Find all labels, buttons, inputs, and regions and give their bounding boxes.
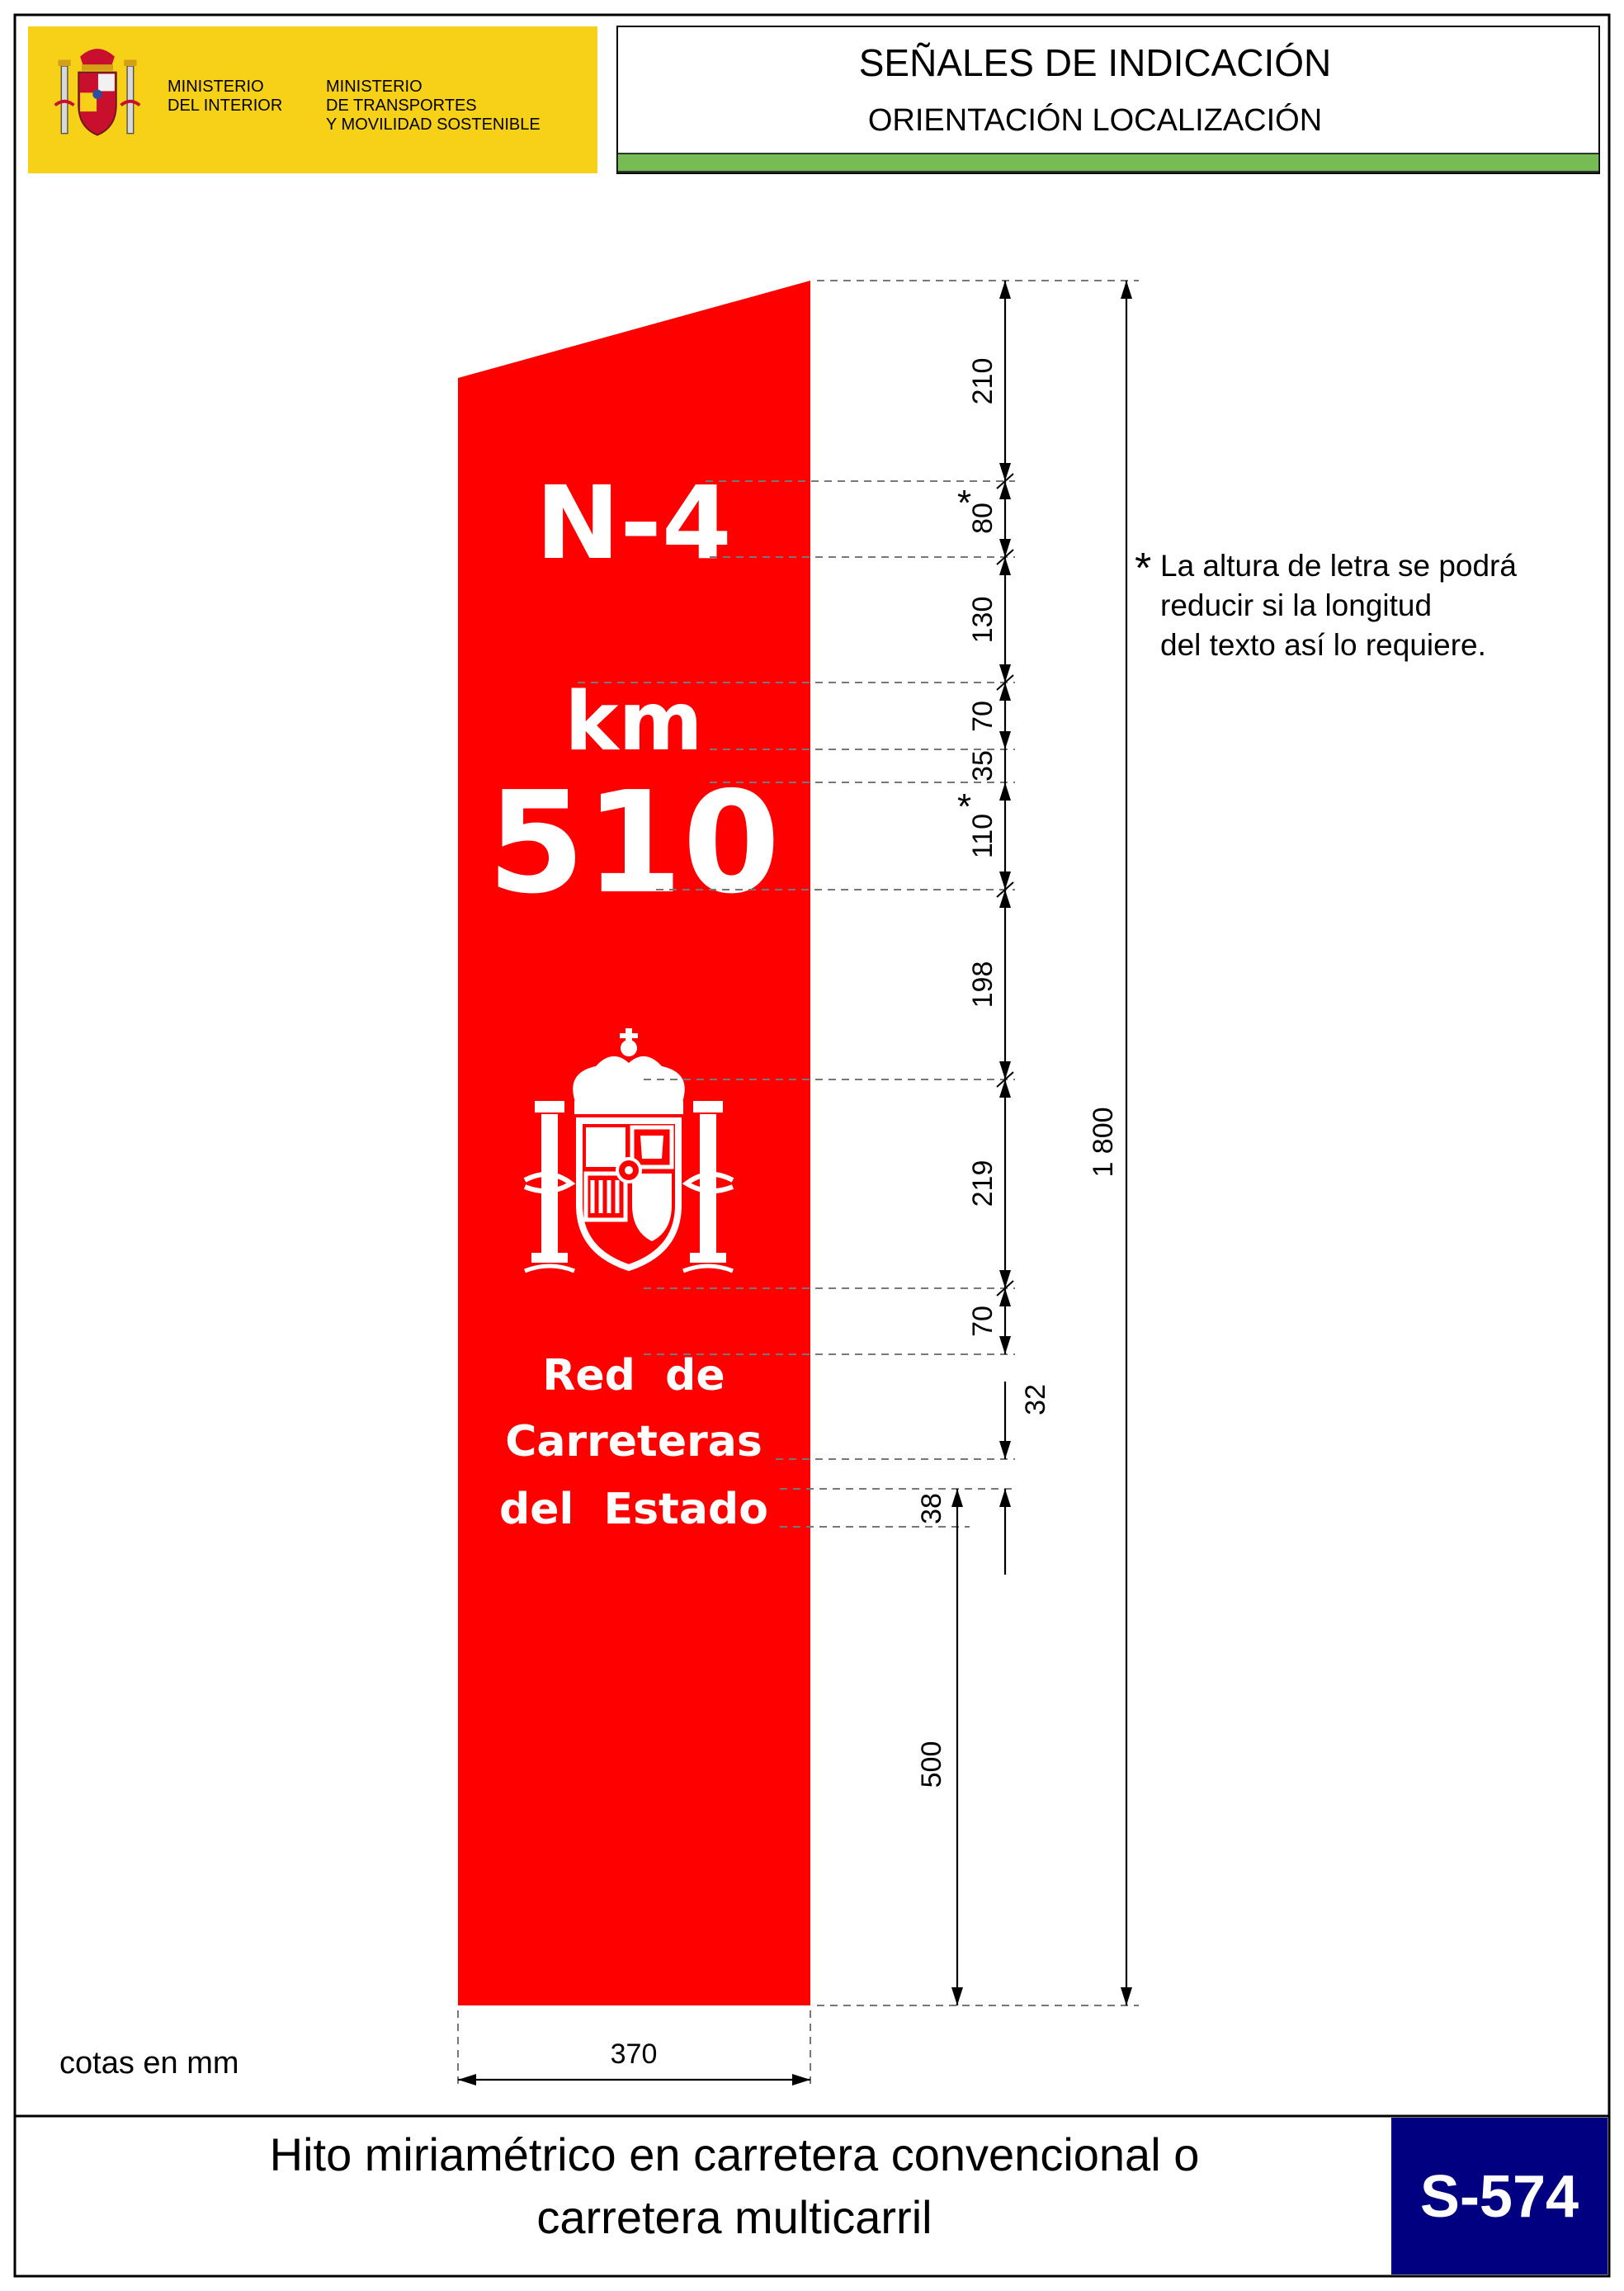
dim-label-219: 219: [967, 1160, 998, 1207]
dim-label-total-height: 1 800: [1088, 1107, 1119, 1178]
ministry-interior-line-2: DEL INTERIOR: [168, 97, 283, 115]
dim-label-210: 210: [967, 357, 998, 405]
dimension-total-height: [1121, 281, 1132, 2005]
dimension-width: [458, 2074, 810, 2086]
dim-asterisk-80: *: [957, 483, 972, 523]
dim-label-500: 500: [916, 1741, 947, 1788]
dim-label-width: 370: [610, 2038, 658, 2070]
sign-road-number: N-4: [536, 465, 732, 582]
dimension-chain: [951, 281, 1013, 2005]
dim-label-32: 32: [1020, 1384, 1051, 1415]
sign-network-line-1: Red de: [542, 1351, 725, 1401]
footer: [15, 2116, 1609, 2274]
header: [28, 26, 1599, 173]
sheet-code: S-574: [1419, 2164, 1579, 2230]
sign-network-line-3: del Estado: [499, 1485, 768, 1534]
dim-label-110: 110: [967, 813, 998, 859]
footer-title-line-1: Hito miriamétrico en carretera convencional o: [269, 2128, 1200, 2180]
note-asterisk: *: [1135, 545, 1152, 593]
header-title: SEÑALES DE INDICACIÓN: [858, 41, 1332, 84]
dim-label-80: 80: [967, 503, 998, 534]
dim-label-70-top: 70: [967, 701, 998, 732]
note-line-2: reducir si la longitud: [1160, 588, 1433, 622]
dim-label-70-bottom: 70: [967, 1306, 998, 1337]
coat-of-arms-icon: [55, 49, 140, 135]
note-line-1: La altura de letra se podrá: [1160, 549, 1517, 583]
dim-label-35: 35: [967, 750, 998, 782]
milestone-sign: [458, 281, 810, 2005]
ministry-transport-line-1: MINISTERIO: [326, 78, 423, 96]
header-accent-bar: [617, 154, 1599, 172]
dim-label-130: 130: [967, 596, 998, 644]
dim-label-38: 38: [916, 1493, 947, 1524]
sign-km-label: km: [564, 675, 703, 769]
dim-asterisk-110: *: [957, 786, 972, 827]
sheet-border: [15, 15, 1609, 2276]
ministry-interior-line-1: MINISTERIO: [168, 78, 264, 96]
note: [1135, 545, 1517, 662]
dim-label-198: 198: [967, 961, 998, 1009]
sign-km-value: 510: [487, 762, 781, 925]
footer-title-line-2: carretera multicarril: [536, 2191, 932, 2243]
units-note: cotas en mm: [59, 2046, 239, 2081]
ministry-transport-line-2: DE TRANSPORTES: [326, 97, 477, 115]
note-line-3: del texto así lo requiere.: [1160, 628, 1486, 662]
ministry-transport-line-3: Y MOVILIDAD SOSTENIBLE: [326, 116, 541, 134]
sign-network-line-2: Carreteras: [505, 1417, 762, 1467]
header-subtitle: ORIENTACIÓN LOCALIZACIÓN: [867, 103, 1323, 138]
